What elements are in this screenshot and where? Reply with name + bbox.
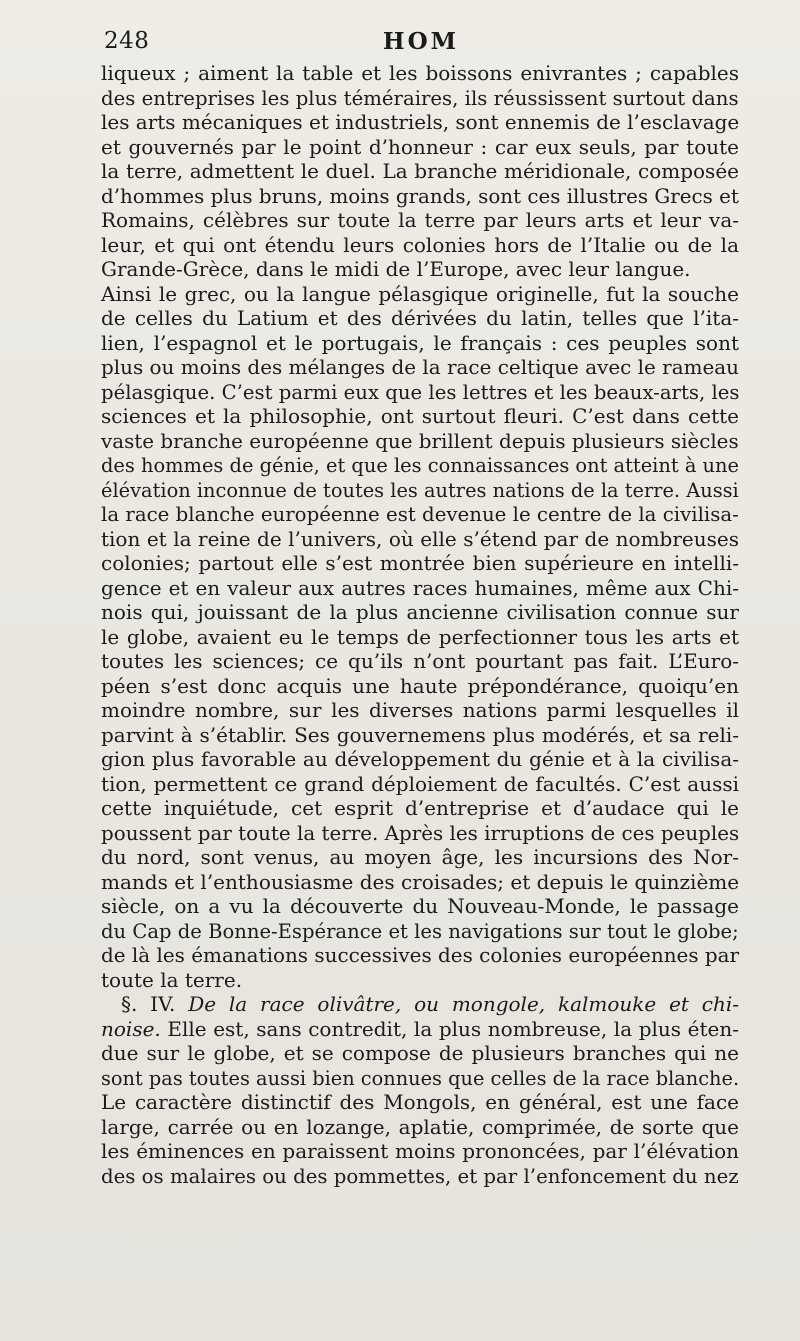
text-line: le globe, avaient eu le temps de perfectionner tous les arts et: [101, 624, 739, 649]
text-line: et gouvernés par le point d’honneur : car eux seuls, par toute: [101, 134, 739, 159]
text-line: Ainsi le grec, ou la langue pélasgique originelle, fut la souche: [101, 281, 739, 306]
text-line: siècle, on a vu la découverte du Nouveau-Monde, le passage: [101, 894, 739, 918]
text-line: tion et la reine de l’univers, où elle s’étend par de nombreuses: [101, 526, 739, 551]
running-head: [104, 28, 738, 58]
section-title-continued: noise.: [101, 1016, 161, 1041]
text-line: les éminences en paraissent moins prononcées, par l’élévation: [101, 1139, 739, 1163]
text-line: gence et en valeur aux autres races humaines, même aux Chi-: [101, 575, 739, 600]
section-text: Elle est, sans contredit, la plus nombreuse, la plus éten-: [160, 1016, 739, 1041]
text-line: des entreprises les plus téméraires, ils réussissent surtout dans: [101, 85, 739, 110]
text-line: large, carrée ou en lozange, aplatie, comprimée, de sorte que: [101, 1114, 739, 1139]
text-line: toutes les sciences; ce qu’ils n’ont pourtant pas fait. L’Euro-: [101, 649, 739, 673]
text-line: la terre, admettent le duel. La branche méridionale, composée: [101, 159, 739, 183]
text-line: moindre nombre, sur les diverses nations parmi lesquelles il: [101, 698, 739, 722]
text-line: colonies; partout elle s’est montrée bien supérieure en intelli-: [101, 551, 739, 575]
text-line: Grande-Grèce, dans le midi de l’Europe, avec leur langue.: [101, 257, 691, 281]
text-line: de celles du Latium et des dérivées du latin, telles que l’ita-: [101, 306, 739, 330]
text-line: gion plus favorable au développement du génie et à la civilisa-: [101, 747, 739, 771]
text-line: Le caractère distinctif des Mongols, en général, est une face: [101, 1090, 739, 1114]
text-line: cette inquiétude, cet esprit d’entreprise et d’audace qui le: [101, 796, 739, 820]
text-line: liqueux ; aiment la table et les boissons enivrantes ; capables: [101, 61, 739, 85]
text-line: sciences et la philosophie, ont surtout fleuri. C’est dans cette: [101, 404, 739, 428]
text-line: nois qui, jouissant de la plus ancienne civilisation connue sur: [101, 600, 739, 624]
section-mark: §. IV.: [121, 992, 176, 1016]
running-title: HOM: [382, 28, 460, 55]
text-line: leur, et qui ont étendu leurs colonies hors de l’Italie ou de la: [101, 232, 739, 257]
text-line: toute la terre.: [101, 967, 243, 992]
text-line: parvint à s’établir. Ses gouvernemens plus modérés, et sa reli-: [101, 722, 739, 747]
text-line: péen s’est donc acquis une haute prépondérance, quoiqu’en: [101, 673, 739, 698]
text-line: du Cap de Bonne-Espérance et les navigations sur tout le globe;: [101, 918, 739, 943]
text-line: Romains, célèbres sur toute la terre par leurs arts et leur va-: [101, 208, 739, 232]
text-line: élévation inconnue de toutes les autres nations de la terre. Aussi: [101, 477, 739, 502]
text-line: pélasgique. C’est parmi eux que les lettres et les beaux-arts, les: [101, 379, 740, 404]
text-line: des hommes de génie, et que les connaissances ont atteint à une: [101, 453, 740, 477]
text-line: [101, 1017, 739, 1042]
text-line: la race blanche européenne est devenue le centre de la civilisa-: [101, 502, 739, 526]
body-text: [101, 61, 739, 1188]
text-line: mands et l’enthousiasme des croisades; et depuis le quinzième: [101, 869, 740, 894]
text-line: de là les émanations successives des colonies européennes par: [101, 943, 740, 967]
section-title: De la race olivâtre, ou mongole, kalmouke et chi-: [188, 992, 739, 1016]
text-line: des os malaires ou des pommettes, et par l’enfoncement du nez: [101, 1163, 739, 1188]
section-heading: [101, 992, 739, 1017]
text-line: due sur le globe, et se compose de plusieurs branches qui ne: [101, 1041, 739, 1065]
text-line: les arts mécaniques et industriels, sont ennemis de l’esclavage: [101, 110, 740, 134]
text-line: vaste branche européenne que brillent depuis plusieurs siècles: [101, 428, 739, 453]
text-line: lien, l’espagnol et le portugais, le français : ces peuples sont: [101, 330, 739, 355]
text-line: plus ou moins des mélanges de la race celtique avec le rameau: [101, 355, 740, 379]
text-line: du nord, sont venus, au moyen âge, les incursions des Nor-: [101, 845, 739, 869]
text-line: poussent par toute la terre. Après les irruptions de ces peuples: [101, 820, 740, 845]
page-number: 248: [104, 28, 150, 54]
text-line: d’hommes plus bruns, moins grands, sont ces illustres Grecs et: [101, 183, 739, 208]
text-line: tion, permettent ce grand déploiement de facultés. C’est aussi: [101, 771, 739, 796]
text-line: sont pas toutes aussi bien connues que celles de la race blanche.: [101, 1065, 740, 1090]
